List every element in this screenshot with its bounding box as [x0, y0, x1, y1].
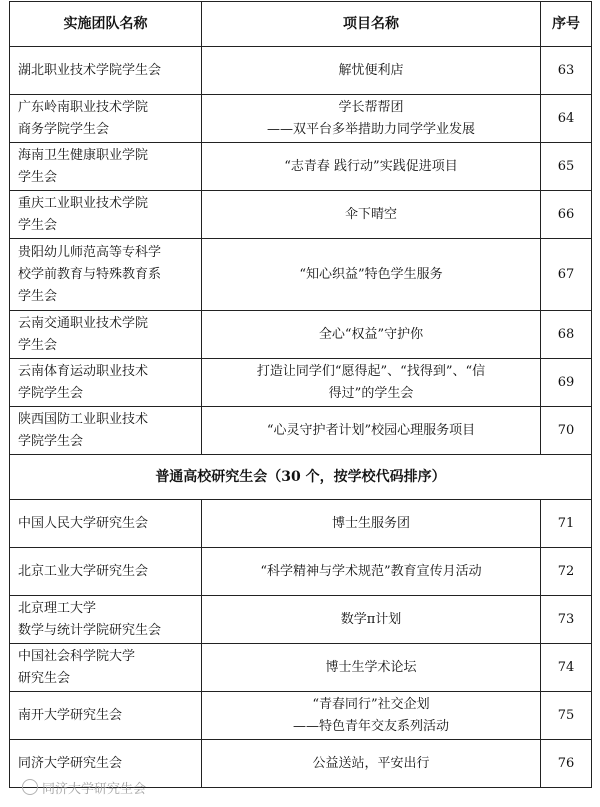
- table-row: [10, 47, 592, 95]
- table-header-row: [10, 2, 592, 47]
- team-cell: [10, 311, 202, 359]
- project-cell: [202, 548, 541, 596]
- project-name-line: ——双平台多举措助力同学学业发展: [266, 121, 475, 137]
- row-number: 68: [541, 311, 592, 359]
- project-cell: [202, 500, 541, 548]
- row-number: 66: [541, 191, 592, 239]
- team-name-line: 重庆工业职业技术学院: [18, 195, 149, 211]
- team-cell: [10, 47, 202, 95]
- team-cell: [10, 143, 202, 191]
- project-name-line: 博士生服务团: [331, 515, 410, 531]
- header-team: 实施团队名称: [10, 2, 202, 47]
- team-name-line: 贵阳幼儿师范高等专科学: [18, 244, 162, 260]
- table-row: [10, 644, 592, 692]
- project-cell: [202, 311, 541, 359]
- row-number: 67: [541, 239, 592, 311]
- team-name-line: 中国人民大学研究生会: [18, 515, 149, 531]
- project-cell: [202, 95, 541, 143]
- project-name-line: “科学精神与学术规范”教育宣传月活动: [260, 563, 482, 579]
- team-cell: [10, 596, 202, 644]
- project-name-line: 解忧便利店: [338, 62, 404, 78]
- team-name-line: 中国社会科学院大学: [18, 648, 136, 664]
- row-number: 64: [541, 95, 592, 143]
- team-cell: [10, 644, 202, 692]
- project-name-line: 学长帮帮团: [338, 99, 404, 115]
- row-number: 63: [541, 47, 592, 95]
- team-name-line: 云南体育运动职业技术: [18, 363, 149, 379]
- project-name-line: 公益送站，平安出行: [312, 755, 430, 771]
- watermark: [22, 778, 146, 797]
- project-cell: [202, 47, 541, 95]
- team-name-line: 校学前教育与特殊教育系: [18, 266, 162, 282]
- table-body-part1: [10, 47, 592, 455]
- table-row: [10, 692, 592, 740]
- project-cell: [202, 143, 541, 191]
- team-name-line: 陕西国防工业职业技术: [18, 411, 149, 427]
- team-name-line: 研究生会: [18, 670, 71, 686]
- table-row: [10, 500, 592, 548]
- team-name-line: 同济大学研究生会: [18, 755, 123, 771]
- table-row: [10, 311, 592, 359]
- table-row: [10, 596, 592, 644]
- team-name-line: 学生会: [18, 337, 58, 353]
- row-number: 73: [541, 596, 592, 644]
- team-cell: [10, 500, 202, 548]
- row-number: 65: [541, 143, 592, 191]
- team-name-line: 商务学院学生会: [18, 121, 110, 137]
- team-cell: [10, 359, 202, 407]
- team-cell: [10, 95, 202, 143]
- team-name-line: 海南卫生健康职业学院: [18, 147, 149, 163]
- team-name-line: 数学与统计学院研究生会: [18, 622, 162, 638]
- project-cell: [202, 407, 541, 455]
- team-cell: [10, 239, 202, 311]
- project-cell: [202, 239, 541, 311]
- project-name-line: 得过”的学生会: [328, 385, 414, 401]
- project-table: [9, 1, 592, 788]
- table-row: [10, 407, 592, 455]
- project-name-line: 打造让同学们“愿得起”、“找得到”、“信: [256, 363, 486, 379]
- table-row: [10, 548, 592, 596]
- team-name-line: 云南交通职业技术学院: [18, 315, 149, 331]
- project-name-line: “知心织益”特色学生服务: [299, 266, 443, 282]
- row-number: 74: [541, 644, 592, 692]
- team-cell: [10, 191, 202, 239]
- watermark-text: 同济大学研究生会: [42, 782, 147, 797]
- team-name-line: 学生会: [18, 169, 58, 185]
- project-name-line: ——特色青年交友系列活动: [292, 718, 449, 734]
- project-cell: [202, 644, 541, 692]
- wechat-icon: [22, 779, 38, 795]
- row-number: 70: [541, 407, 592, 455]
- project-name-line: 数学π计划: [340, 611, 402, 627]
- row-number: 72: [541, 548, 592, 596]
- project-cell: [202, 740, 541, 788]
- table-row: [10, 143, 592, 191]
- project-name-line: 全心“权益”守护你: [318, 326, 424, 342]
- team-cell: [10, 407, 202, 455]
- table-body-part2: [10, 500, 592, 788]
- project-cell: [202, 596, 541, 644]
- row-number: 71: [541, 500, 592, 548]
- team-name-line: 南开大学研究生会: [18, 707, 123, 723]
- team-name-line: 学院学生会: [18, 433, 84, 449]
- project-name-line: “心灵守护者计划”校园心理服务项目: [266, 422, 476, 438]
- project-name-line: “青春同行”社交企划: [312, 696, 430, 712]
- row-number: 76: [541, 740, 592, 788]
- team-name-line: 学院学生会: [18, 385, 84, 401]
- row-number: 69: [541, 359, 592, 407]
- row-number: 75: [541, 692, 592, 740]
- table-row: [10, 239, 592, 311]
- header-project: 项目名称: [202, 2, 541, 47]
- team-cell: [10, 692, 202, 740]
- section-row: [10, 455, 592, 500]
- project-cell: [202, 191, 541, 239]
- table-row: [10, 191, 592, 239]
- team-name-line: 湖北职业技术学院学生会: [18, 62, 162, 78]
- project-name-line: “志青春 践行动”实践促进项目: [284, 158, 458, 174]
- header-number: 序号: [541, 2, 592, 47]
- team-name-line: 北京工业大学研究生会: [18, 563, 149, 579]
- team-name-line: 学生会: [18, 288, 58, 304]
- team-cell: [10, 548, 202, 596]
- team-name-line: 学生会: [18, 217, 58, 233]
- team-name-line: 北京理工大学: [18, 600, 97, 616]
- project-name-line: 伞下晴空: [344, 206, 397, 222]
- table-row: [10, 95, 592, 143]
- project-name-line: 博士生学术论坛: [325, 659, 417, 675]
- project-cell: [202, 692, 541, 740]
- project-cell: [202, 359, 541, 407]
- table-row: [10, 359, 592, 407]
- team-name-line: 广东岭南职业技术学院: [18, 99, 149, 115]
- section-title: 普通高校研究生会（30 个，按学校代码排序）: [10, 455, 592, 500]
